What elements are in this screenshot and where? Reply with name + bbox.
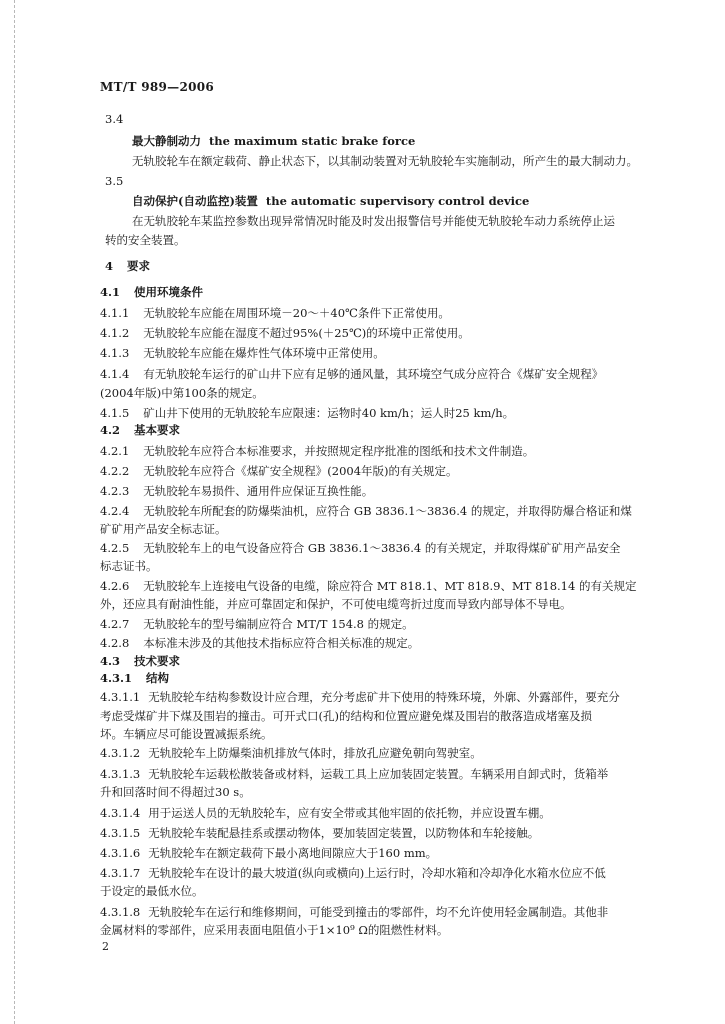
- clause-cont: 升和回落时间不得超过30 s。: [100, 785, 251, 799]
- clause: 4.3.1.7 无轨胶轮车在设计的最大坡道(纵向或横向)上运行时，冷却水箱和冷却净化水箱水位应不低: [100, 866, 606, 880]
- clause-cont: 标志证书。: [100, 559, 158, 573]
- term-title: [132, 193, 529, 209]
- clause: 4.3.1.6 无轨胶轮车在额定载荷下最小离地间隙应大于160 mm。: [100, 846, 438, 860]
- clause: 4.3.1.2 无轨胶轮车上防爆柴油机排放气体时，排放孔应避免朝向驾驶室。: [100, 746, 482, 760]
- clause: 4.3.1.3 无轨胶轮车运载松散装备或材料，运载工具上应加装固定装置。车辆采用自卸式时，货箱举: [100, 767, 609, 781]
- term-title-en: the maximum static brake force: [209, 134, 416, 148]
- clause: 4.3.1.8 无轨胶轮车在运行和维修期间，可能受到撞击的零部件，均不允许使用轻金属制造。其他非: [100, 905, 609, 919]
- term-title-en: the automatic supervisory control device: [265, 194, 530, 208]
- binding-edge-dashes: [14, 0, 15, 1024]
- subsubsection-heading: 4.3.1 结构: [100, 671, 170, 685]
- clause: 4.2.3 无轨胶轮车易损件、通用件应保证互换性能。: [100, 484, 374, 498]
- subsection-heading: 4.1 使用环境条件: [100, 285, 204, 299]
- clause: 4.3.1.5 无轨胶轮车装配悬挂系或摆动物体，要加装固定装置，以防物体和车轮接触。: [100, 826, 540, 840]
- term-body: 无轨胶轮车在额定载荷、静止状态下，以其制动装置对无轨胶轮车实施制动，所产生的最大制动力。: [132, 154, 638, 168]
- clause-cont: 外，还应具有耐油性能，并应可靠固定和保护，不可使电缆弯折过度而导致内部导体不导电。: [100, 597, 572, 611]
- clause: 4.2.2 无轨胶轮车应符合《煤矿安全规程》(2004年版)的有关规定。: [100, 464, 458, 478]
- clause-cont: (2004年版)中第100条的规定。: [100, 386, 264, 400]
- clause-cont: 考虑受煤矿井下煤及围岩的撞击。可开式口(孔)的结构和位置应避免煤及围岩的散落造成堵塞及损: [100, 709, 592, 723]
- section-number: 3.5: [105, 174, 124, 188]
- clause-cont: 金属材料的零部件，应采用表面电阻值小于1×10⁹ Ω的阻燃性材料。: [100, 923, 449, 937]
- clause: 4.1.4 有无轨胶轮车运行的矿山井下应有足够的通风量，其环境空气成分应符合《煤矿安全规程》: [100, 367, 604, 381]
- section-number: 3.4: [105, 112, 124, 126]
- clause: 4.2.1 无轨胶轮车应符合本标准要求，并按照规定程序批准的图纸和技术文件制造。: [100, 444, 535, 458]
- term-body-cont: 转的安全装置。: [105, 233, 186, 247]
- doc-code-header: MT/T 989—2006: [100, 80, 215, 94]
- clause: 4.2.7 无轨胶轮车的型号编制应符合 MT/T 154.8 的规定。: [100, 617, 414, 631]
- subsection-heading: 4.2 基本要求: [100, 423, 181, 437]
- clause: 4.1.2 无轨胶轮车应能在湿度不超过95%(＋25℃)的环境中正常使用。: [100, 326, 470, 340]
- clause: 4.2.4 无轨胶轮车所配套的防爆柴油机，应符合 GB 3836.1～3836.4 的规定，并取得防爆合格证和煤: [100, 504, 632, 518]
- term-body: 在无轨胶轮车某监控参数出现异常情况时能及时发出报警信号并能使无轨胶轮车动力系统停止运: [132, 214, 615, 228]
- clause: 4.1.1 无轨胶轮车应能在周围环境－20～＋40℃条件下正常使用。: [100, 306, 450, 320]
- term-title-zh: 最大静制动力: [132, 134, 201, 148]
- clause: 4.1.5 矿山井下使用的无轨胶轮车应限速：运物时40 km/h；运人时25 km/h。: [100, 406, 515, 420]
- subsection-heading: 4.3 技术要求: [100, 654, 181, 668]
- clause-cont: 矿矿用产品安全标志证。: [100, 522, 227, 536]
- chapter-heading: 4 要求: [105, 259, 151, 273]
- clause: 4.2.5 无轨胶轮车上的电气设备应符合 GB 3836.1～3836.4 的有关规定，并取得煤矿矿用产品安全: [100, 541, 621, 555]
- clause: 4.3.1.1 无轨胶轮车结构参数设计应合理，充分考虑矿井下使用的特殊环境，外廓、外露部件，要充分: [100, 690, 620, 704]
- clause: 4.2.6 无轨胶轮车上连接电气设备的电缆，除应符合 MT 818.1、MT 818.9、MT 818.14 的有关规定: [100, 579, 637, 593]
- clause-cont: 坏。车辆应尽可能设置减振系统。: [100, 727, 273, 741]
- clause: 4.3.1.4 用于运送人员的无轨胶轮车，应有安全带或其他牢固的依托物，并应设置车棚。: [100, 806, 551, 820]
- clause: 4.2.8 本标准未涉及的其他技术指标应符合相关标准的规定。: [100, 636, 420, 650]
- term-title-zh: 自动保护(自动监控)装置: [132, 194, 258, 208]
- term-title: [132, 133, 415, 149]
- clause-cont: 于设定的最低水位。: [100, 884, 204, 898]
- clause: 4.1.3 无轨胶轮车应能在爆炸性气体环境中正常使用。: [100, 346, 385, 360]
- page-number: 2: [102, 940, 109, 953]
